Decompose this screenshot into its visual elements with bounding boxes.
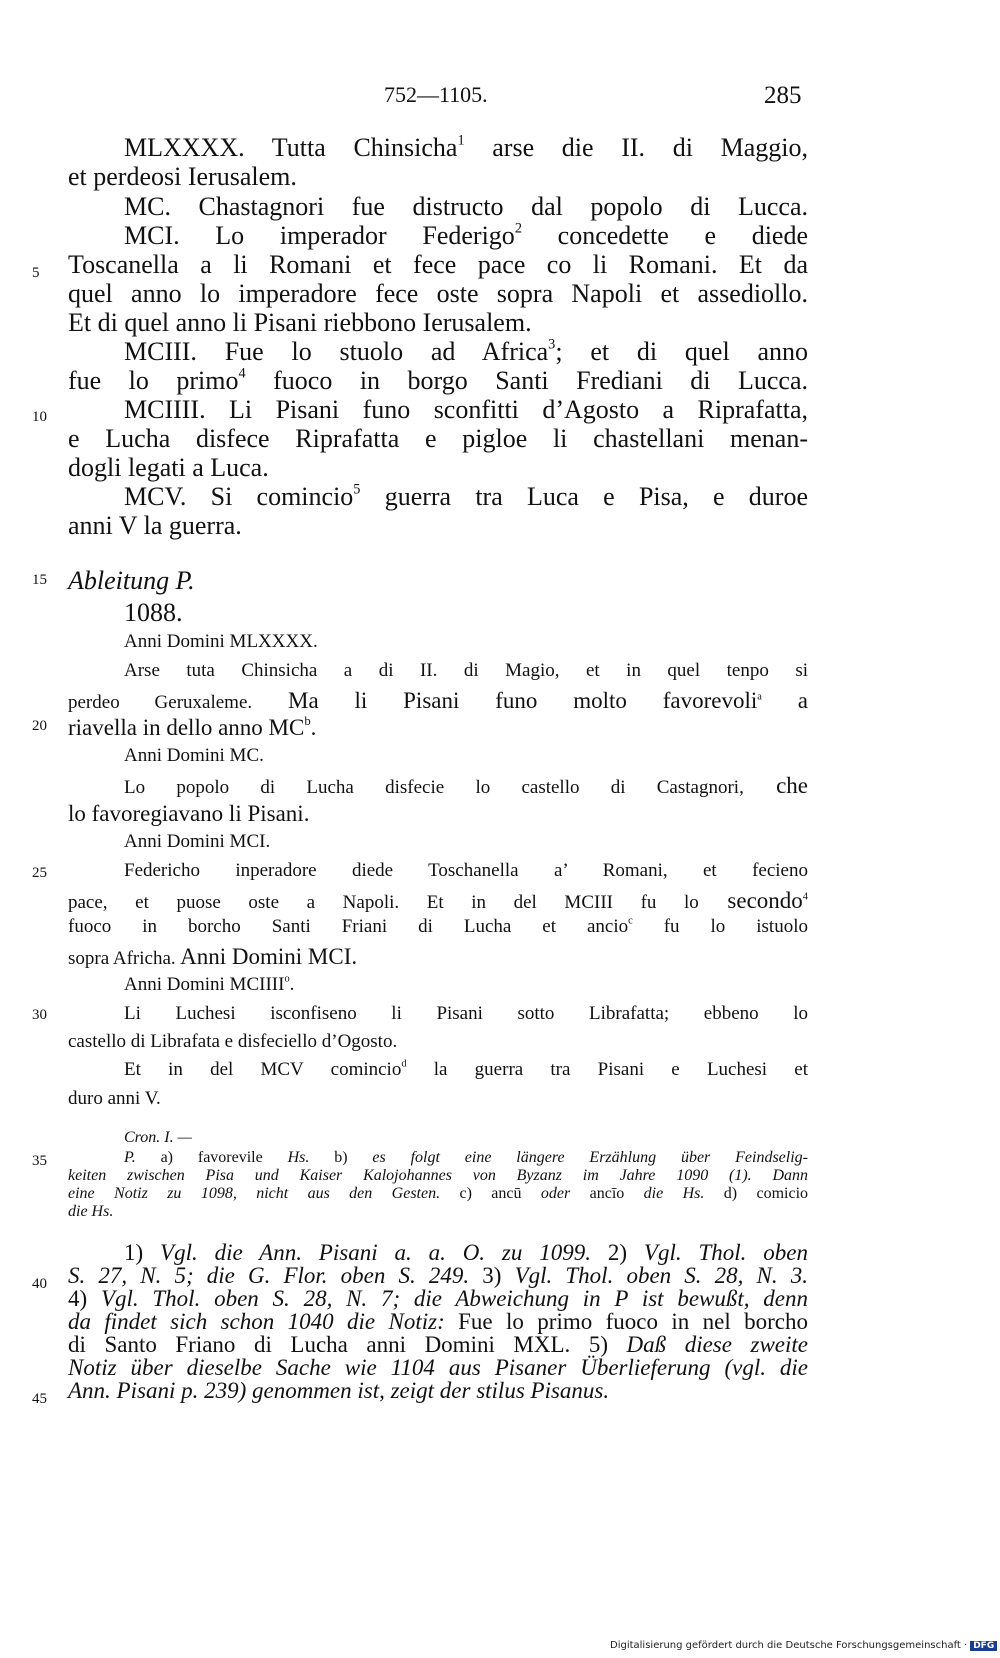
- main-text-line: MCV. Si comincio$^5$ guerra tra Luca e Pisa, e duroe: [124, 481, 808, 511]
- main-text-line: dogli legati a Luca.: [68, 453, 269, 482]
- derived-text-line: fuoco in borcho Santi Friani di Lucha et ancio$^c$ fu lo istuolo: [68, 915, 808, 937]
- main-text-line: anni V la guerra.: [68, 511, 242, 540]
- footnote-line: 1) Vgl. die Ann. Pisani a. a. O. zu 1099. 2) Vgl. Thol. oben: [124, 1240, 808, 1265]
- line-number: 5: [32, 265, 40, 281]
- derived-text-line: pace, et puose oste a Napoli. Et in del MCIII fu lo secondo$^4$: [68, 888, 808, 913]
- main-text-line: Toscanella a li Romani et fece pace co li Romani. Et da: [68, 250, 808, 279]
- derived-text-line: Anni Domini MCI.: [124, 831, 271, 852]
- apparatus-line: die Hs.: [68, 1203, 114, 1220]
- derived-text-line: castello di Librafata e disfeciello d’Ogosto.: [68, 1031, 398, 1052]
- footnote-line: Notiz über dieselbe Sache wie 1104 aus Pisaner Überlieferung (vgl. die: [68, 1355, 808, 1380]
- main-text-line: fue lo primo$^4$ fuoco in borgo Santi Frediani di Lucca.: [68, 365, 808, 395]
- dfg-logo: DFG: [970, 1641, 997, 1651]
- footnote-line: Ann. Pisani p. 239) genommen ist, zeigt der stilus Pisanus.: [68, 1378, 610, 1403]
- line-number: 40: [32, 1276, 47, 1292]
- derived-text-line: riavella in dello anno $MC^b$.: [68, 713, 317, 740]
- derived-text-line: Lo popolo di Lucha disfecie lo castello di Castagnori, che: [124, 773, 808, 798]
- derived-text-line: perdeo Geruxaleme. Ma li Pisani funo molto favorevoli$^a$ a: [68, 688, 808, 713]
- apparatus-line: keiten zwischen Pisa und Kaiser Kalojohannes von Byzanz im Jahre 1090 (1). Dann: [68, 1167, 808, 1184]
- derived-text-line: Li Luchesi isconfiseno li Pisani sotto Librafatta; ebbeno lo: [124, 1003, 808, 1024]
- derived-text-line: sopra Africha. Anni Domini MCI.: [68, 944, 358, 969]
- line-number: 15: [32, 572, 47, 588]
- main-text-line: MCIIII. Li Pisani funo sconfitti d’Agosto a Riprafatta,: [124, 395, 808, 424]
- main-text-line: Et di quel anno li Pisani riebbono Ierusalem.: [68, 308, 532, 337]
- derived-text-line: Arse tuta Chinsicha a di II. di Magio, et in quel tenpo si: [124, 660, 808, 681]
- page-number: 285: [764, 82, 802, 109]
- derived-text-line: Et in del MCV comincio$^d$ la guerra tra Pisani e Luchesi et: [124, 1058, 808, 1080]
- line-number: 10: [32, 409, 47, 425]
- section-heading: Ableitung P.: [68, 566, 195, 595]
- apparatus-line: eine Notiz zu 1098, nicht aus den Gesten. c) ancū oder ancīo die Hs. d) comicio: [68, 1185, 809, 1202]
- apparatus-line: P. a) favorevile Hs. b) es folgt eine längere Erzählung über Feindselig-: [124, 1149, 809, 1166]
- line-number: 35: [32, 1153, 47, 1169]
- derived-text-line: Anni Domini MLXXXX.: [124, 631, 318, 652]
- main-text-line: MCIII. Fue lo stuolo ad Africa$^3$; et di quel anno: [124, 336, 808, 366]
- derived-text-line: Federicho inperadore diede Toschanella a’ Romani, et fecieno: [124, 860, 808, 881]
- line-number: 45: [32, 1391, 47, 1407]
- main-text-line: MCI. Lo imperador Federigo$^2$ concedette e diede: [124, 220, 808, 250]
- running-header: 752—1105.: [384, 82, 488, 107]
- line-number: 25: [32, 865, 47, 881]
- derived-text-line: duro anni V.: [68, 1088, 161, 1109]
- main-text-line: e Lucha disfece Riprafatta e pigloe li chastellani menan-: [68, 424, 808, 453]
- apparatus-line: Cron. I. —: [124, 1129, 192, 1146]
- main-text-line: et perdeosi Ierusalem.: [68, 162, 297, 191]
- footnote-line: S. 27, N. 5; die G. Flor. oben S. 249. 3) Vgl. Thol. oben S. 28, N. 3.: [68, 1263, 809, 1288]
- derived-text-line: Anni Domini MCIIII$^o$.: [124, 973, 295, 995]
- digitization-credit: Digitalisierung gefördert durch die Deutsche Forschungsgemeinschaft · DFG: [610, 1640, 997, 1651]
- main-text-line: MLXXXX. Tutta Chinsicha$^1$ arse die II. di Maggio,: [124, 132, 809, 162]
- main-text-line: MC. Chastagnori fue distructo dal popolo di Lucca.: [124, 192, 808, 221]
- derived-text-line: lo favoregiavano li Pisani.: [68, 801, 310, 826]
- footnote-line: di Santo Friano di Lucha anni Domini MXL. 5) Daß diese zweite: [68, 1332, 808, 1357]
- derived-text-line: Anni Domini MC.: [124, 745, 264, 766]
- line-number: 20: [32, 718, 47, 734]
- footnote-line: da findet sich schon 1040 die Notiz: Fue lo primo fuoco in nel borcho: [68, 1309, 808, 1334]
- footnote-line: 4) Vgl. Thol. oben S. 28, N. 7; die Abweichung in P ist bewußt, denn: [68, 1286, 808, 1311]
- main-text-line: quel anno lo imperadore fece oste sopra Napoli et assediollo.: [68, 279, 808, 308]
- year-heading: 1088.: [124, 598, 183, 627]
- line-number: 30: [32, 1007, 47, 1023]
